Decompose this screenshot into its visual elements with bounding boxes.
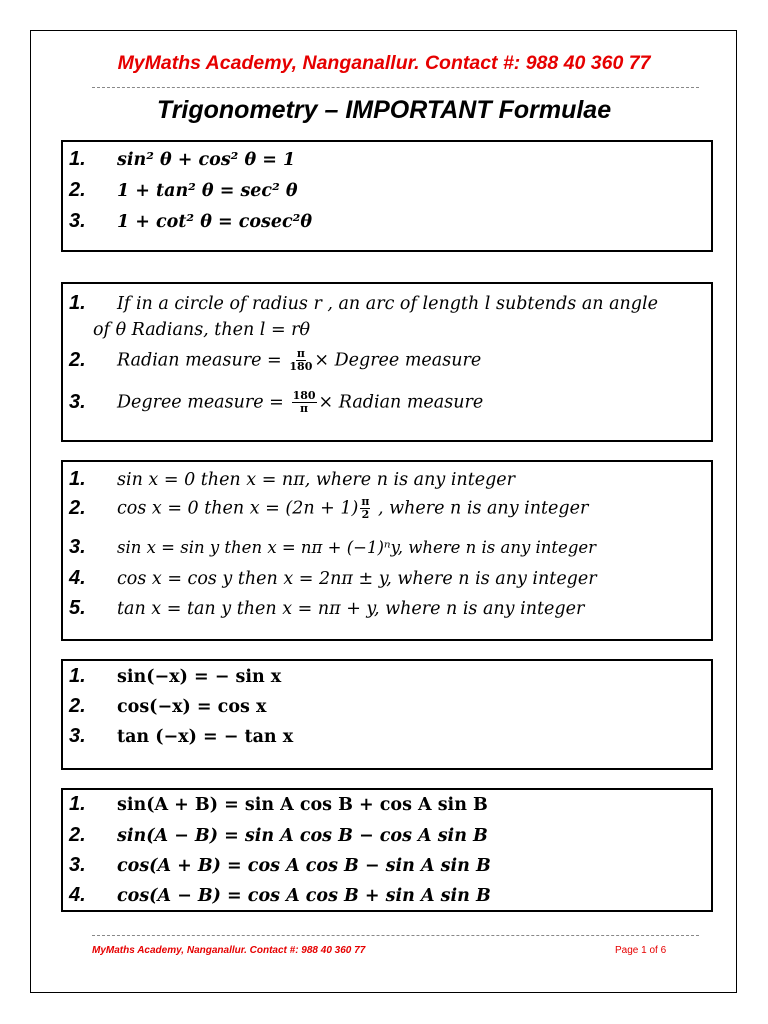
formula-row	[69, 854, 491, 877]
item-number: 1.	[69, 148, 86, 170]
formula-row	[69, 597, 584, 620]
formula-text: sin² θ + cos² θ = 1	[117, 150, 296, 170]
item-number: 1.	[69, 292, 86, 314]
formula-text: 1 + cot² θ = cosec²θ	[117, 212, 313, 232]
item-number: 5.	[69, 597, 86, 619]
item-number: 1.	[69, 468, 86, 490]
formula-text: , where n is any integer	[372, 498, 589, 519]
formula-row	[69, 496, 588, 521]
footer-contact: MyMaths Academy, Nanganallur. Contact #: 988 40 360 77	[92, 945, 366, 956]
formula-row	[69, 148, 295, 171]
formula-text: If in a circle of radius r , an arc of length l subtends an angle	[117, 294, 658, 314]
formula-row	[69, 468, 515, 491]
formula-row	[69, 210, 312, 233]
footer-divider	[92, 935, 699, 936]
formula-row	[69, 725, 293, 748]
item-number: 3.	[69, 725, 86, 747]
item-number: 3.	[69, 210, 86, 232]
formula-row	[69, 348, 481, 373]
item-number: 3.	[69, 390, 86, 413]
formula-text: cos(A + B) = cos A cos B − sin A sin B	[117, 856, 491, 876]
page-header: MyMaths Academy, Nanganallur. Contact #: 988 40 360 77	[117, 52, 651, 74]
formula-text: sin(A + B) = sin A cos B + cos A sin B	[117, 795, 488, 815]
formula-row	[69, 793, 488, 816]
formula-row	[69, 567, 597, 590]
formula-text: Degree measure =	[117, 392, 284, 413]
item-number: 2.	[69, 179, 86, 201]
formula-row	[69, 824, 488, 847]
formula-text: cos x = cos y then x = 2nπ ± y, where n is any integer	[117, 569, 597, 589]
general-solutions-box	[61, 460, 713, 641]
item-number: 3.	[69, 854, 86, 876]
fraction: $\frac{\pi}{2}$	[361, 495, 370, 521]
formula-row	[69, 390, 483, 415]
item-number: 2.	[69, 348, 86, 371]
formula-text: tan x = tan y then x = nπ + y, where n is any integer	[117, 599, 585, 619]
formula-text: cos(A − B) = cos A cos B + sin A sin B	[117, 886, 491, 906]
formula-row	[69, 536, 596, 559]
page-number: Page 1 of 6	[615, 945, 667, 956]
page-title: Trigonometry – IMPORTANT Formulae	[156, 96, 612, 124]
formula-text: cos(−x) = cos x	[117, 697, 267, 717]
item-number: 2.	[69, 695, 86, 717]
compound-angle-box	[61, 788, 713, 912]
formula-text: 1 + tan² θ = sec² θ	[117, 181, 298, 201]
formula-continuation	[93, 319, 310, 340]
formula-text: Radian measure =	[117, 350, 282, 371]
formula-text: cos x = 0 then x = (2n + 1)	[117, 498, 359, 519]
formula-row	[69, 179, 298, 202]
header-divider	[92, 87, 699, 88]
formula-text: × Degree measure	[314, 350, 482, 371]
formula-row	[69, 292, 658, 315]
formula-text: of θ Radians, then l = rθ	[93, 320, 311, 340]
formula-text: × Radian measure	[318, 392, 484, 413]
radian-box	[61, 282, 713, 442]
formula-text: tan (−x) = − tan x	[117, 727, 294, 747]
formula-text: sin x = sin y then x = nπ + (−1)ⁿy, where n is any integer	[117, 538, 597, 557]
formula-text: sin x = 0 then x = nπ, where n is any integer	[117, 470, 516, 490]
item-number: 1.	[69, 665, 86, 687]
item-number: 2.	[69, 496, 86, 519]
item-number: 4.	[69, 884, 86, 906]
identities-box	[61, 140, 713, 252]
item-number: 4.	[69, 567, 86, 589]
formula-row	[69, 695, 266, 718]
item-number: 1.	[69, 793, 86, 815]
item-number: 2.	[69, 824, 86, 846]
formula-row	[69, 884, 491, 907]
formula-text: sin(−x) = − sin x	[117, 667, 282, 687]
fraction: $\frac{180}{\pi}$	[292, 389, 316, 415]
formula-row	[69, 665, 281, 688]
fraction: $\frac{\pi}{180}$	[289, 347, 313, 373]
negative-angle-box	[61, 659, 713, 770]
item-number: 3.	[69, 536, 86, 558]
formula-text: sin(A − B) = sin A cos B − cos A sin B	[117, 826, 488, 846]
